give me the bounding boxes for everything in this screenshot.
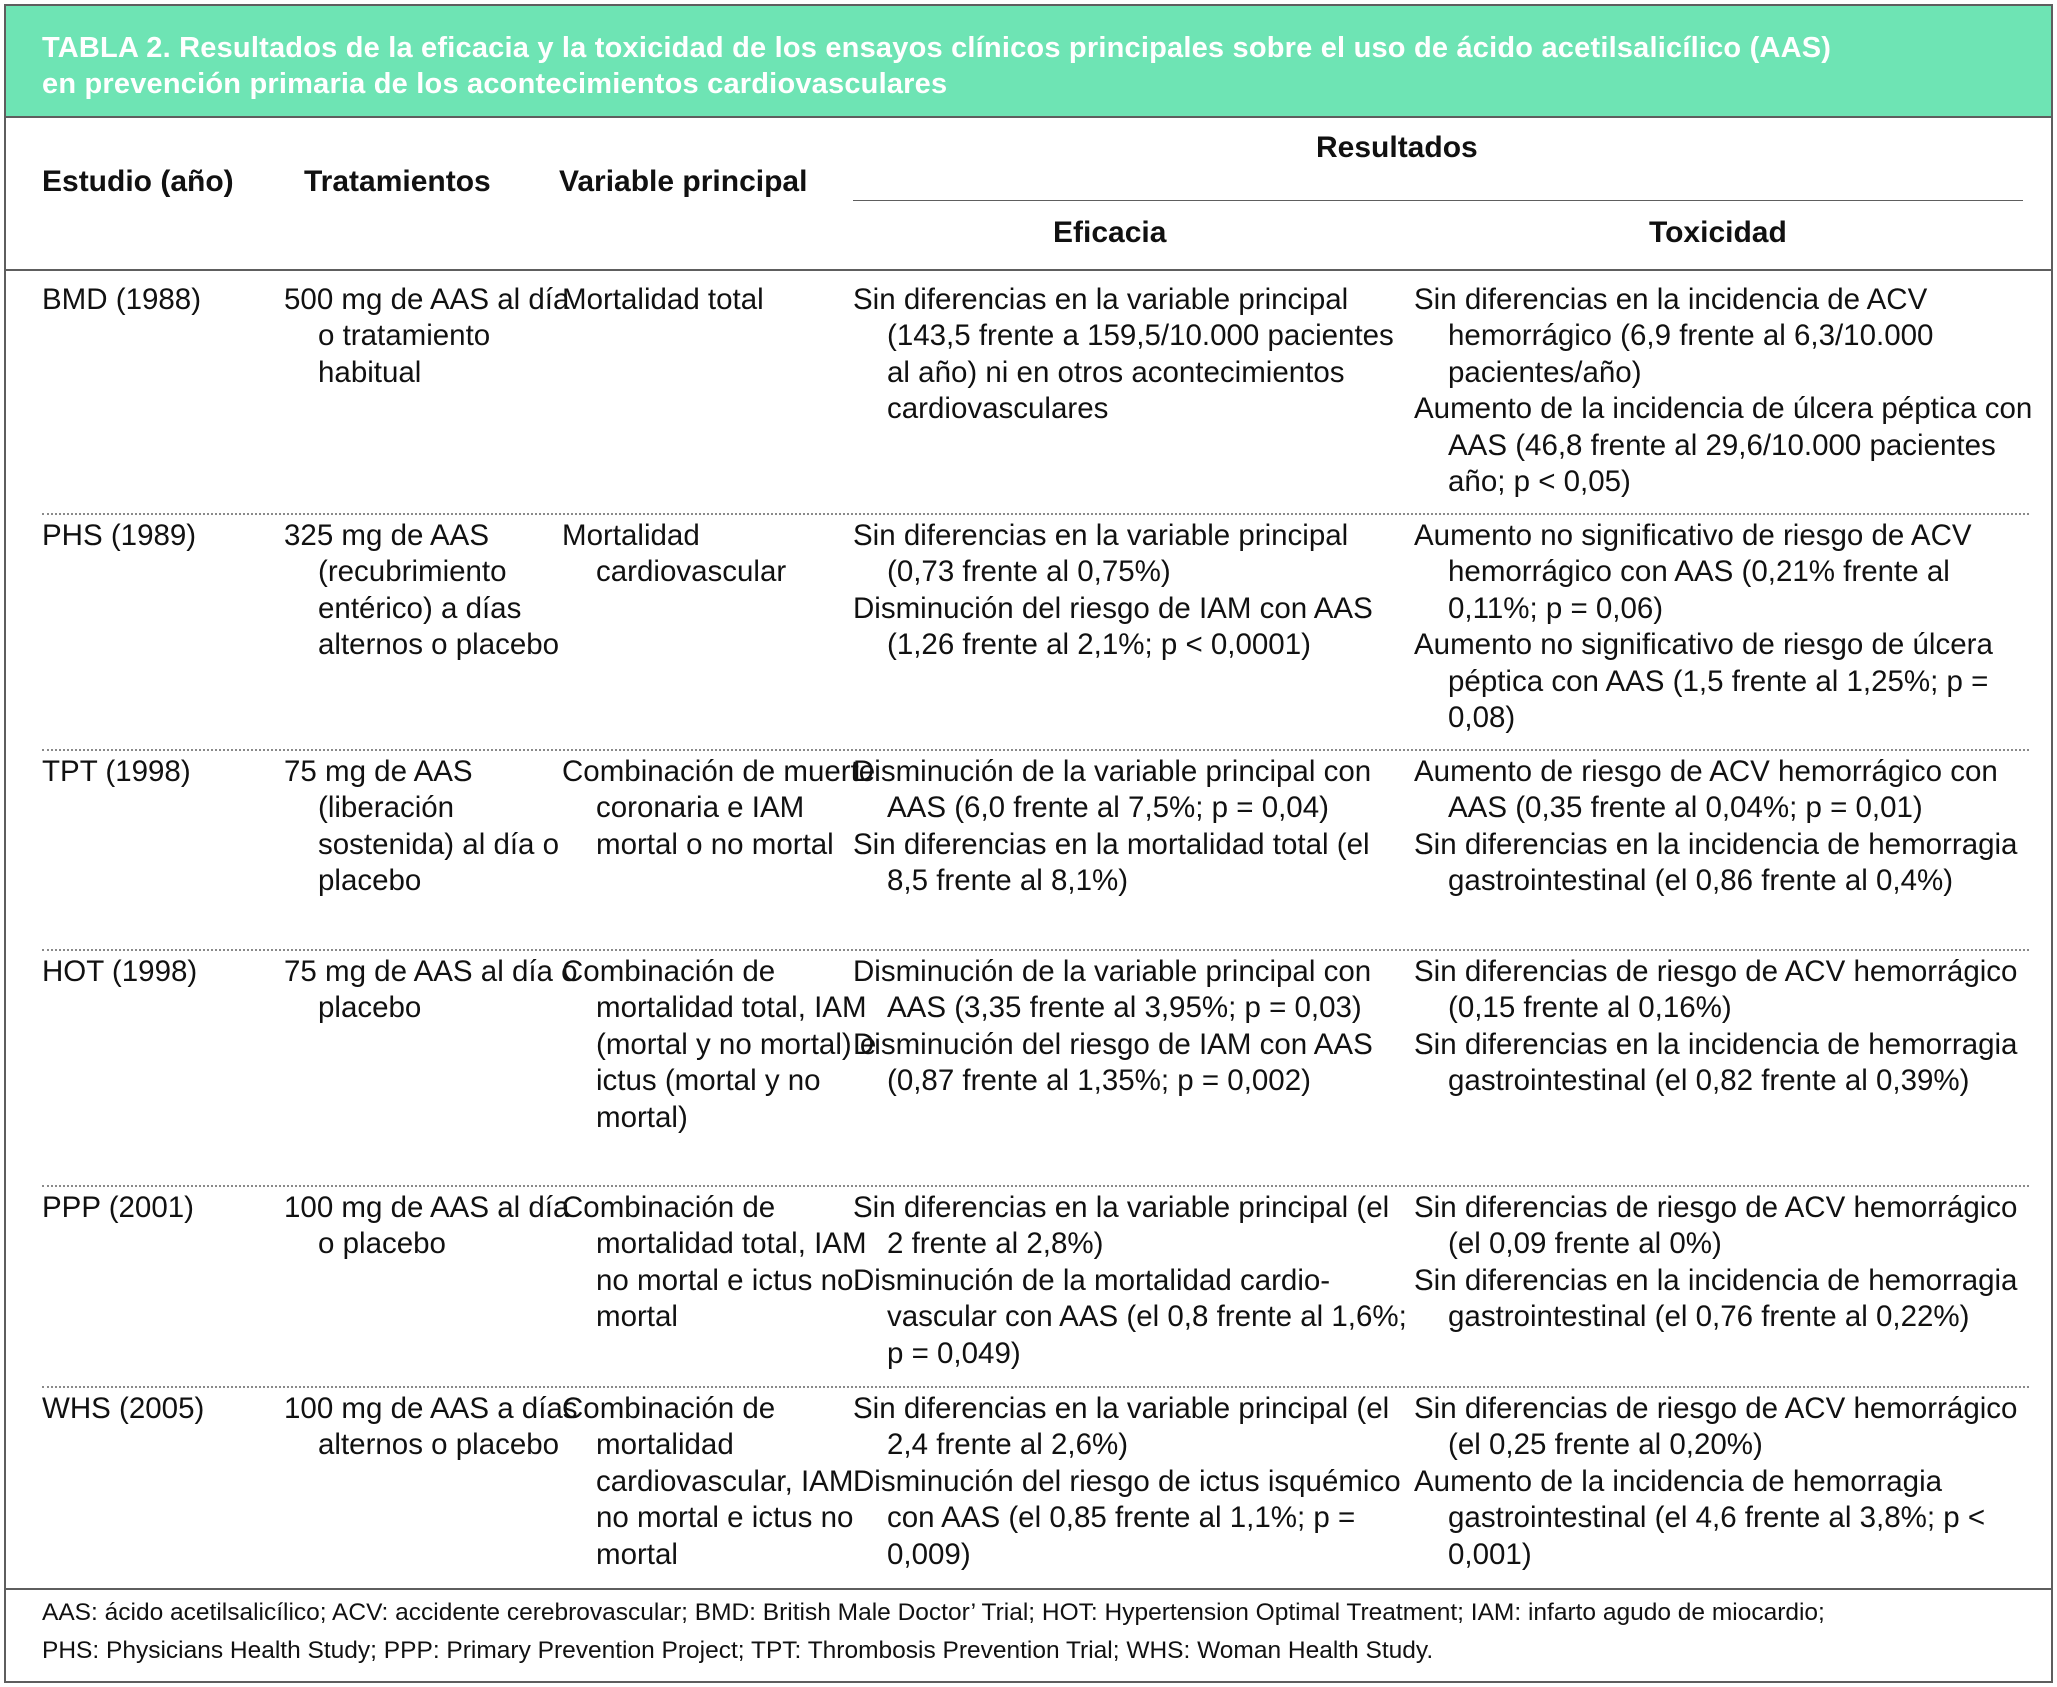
cell-variable: Combinación de mortalidad total, IAM no mortal e ictus no mortal: [562, 1191, 867, 1334]
header-toxicity: Toxicidad: [1649, 216, 1787, 249]
cell-toxicity: [1414, 754, 2034, 900]
cell-study: HOT (1998): [42, 955, 198, 988]
toxicity-item: Aumento de la incidencia de úlcera péptica con AAS (46,8 frente al 29,6/10.000 pacientes año; p < 0,05): [1414, 392, 2033, 499]
toxicity-item: Sin diferencias en la incidencia de hemorragia gastrointestinal (el 0,82 frente al 0,39%): [1414, 1027, 2018, 1098]
results-divider: [853, 200, 2023, 201]
cell-toxicity: [1414, 518, 2034, 736]
cell-study: TPT (1998): [42, 755, 191, 788]
row-divider: [42, 749, 2029, 751]
toxicity-item: Sin diferencias de riesgo de ACV hemorrágico (el 0,25 frente al 0,20%): [1414, 1392, 2018, 1462]
efficacy-item: Disminución del riesgo de IAM con AAS (0,87 frente al 1,35%; p = 0,002): [853, 1027, 1373, 1098]
toxicity-item: Aumento de la incidencia de hemorragia gastrointestinal (el 4,6 frente al 3,8%; p < 0,001): [1414, 1464, 1986, 1571]
table-footnote: [42, 1594, 2032, 1670]
efficacy-item: Sin diferencias en la mortalidad total (el 8,5 frente al 8,1%): [853, 827, 1370, 898]
table-title-line-2: en prevención primaria de los acontecimientos cardiovasculares: [42, 68, 948, 100]
row-divider: [42, 1185, 2029, 1187]
cell-variable: Combinación de mortalidad cardiovascular, IAM no mortal e ictus no mortal: [562, 1392, 854, 1571]
header-study: Estudio (año): [42, 165, 234, 198]
toxicity-item: Aumento no significativo de riesgo de ACV hemorrágico con AAS (0,21% frente al 0,11%; p = 0,06): [1414, 519, 1972, 625]
cell-treatment: 100 mg de AAS al día o placebo: [284, 1191, 570, 1261]
cell-toxicity: [1414, 1190, 2034, 1336]
toxicity-item: Aumento no significativo de riesgo de úlcera péptica con AAS (1,5 frente al 1,25%; p = 0,08): [1414, 628, 1993, 735]
footnote-line-1: AAS: ácido acetilsalicílico; ACV: accidente cerebrovascular; BMD: British Male Doctor’ Trial; HOT: Hypertension Optimal Treatment; IAM: infarto agudo de miocardio;: [42, 1599, 1825, 1626]
table-frame: [4, 4, 2053, 1683]
row-divider: [42, 513, 2029, 515]
cell-variable: Mortalidad cardiovascular: [562, 519, 787, 589]
cell-efficacy: [853, 1391, 1409, 1573]
cell-variable: Combinación de muerte coronaria e IAM mortal o no mortal: [562, 755, 876, 861]
toxicity-item: Sin diferencias en la incidencia de hemorragia gastrointestinal (el 0,86 frente al 0,4%): [1414, 827, 2018, 898]
cell-treatment: 325 mg de AAS (recubrimiento entérico) a días alternos o placebo: [284, 519, 560, 662]
cell-treatment: 75 mg de AAS al día o placebo: [284, 955, 578, 1025]
table-header: [6, 118, 2051, 271]
cell-efficacy: [853, 754, 1409, 900]
cell-study: BMD (1988): [42, 283, 202, 316]
toxicity-item: Aumento de riesgo de ACV hemorrágico con AAS (0,35 frente al 0,04%; p = 0,01): [1414, 755, 1998, 825]
cell-study: WHS (2005): [42, 1392, 205, 1425]
efficacy-item: Sin diferencias en la variable principal (el 2 frente al 2,8%): [853, 1191, 1390, 1261]
cell-toxicity: [1414, 954, 2034, 1100]
cell-treatment: 75 mg de AAS (liberación sostenida) al día o placebo: [284, 755, 560, 898]
efficacy-item: Disminución del riesgo de IAM con AAS (1,26 frente al 2,1%; p < 0,0001): [853, 591, 1373, 662]
efficacy-item: Sin diferencias en la variable principal (0,73 frente al 0,75%): [853, 519, 1349, 589]
header-efficacy: Eficacia: [1053, 216, 1167, 249]
cell-treatment: 500 mg de AAS al día o tratamiento habitual: [284, 283, 570, 389]
table-title-bar: [6, 6, 2051, 118]
efficacy-item: Sin diferencias en la variable principal (143,5 frente a 159,5/10.000 pacientes al año) ni en otros acontecimientos cardiovasculares: [853, 283, 1394, 426]
cell-variable: Mortalidad total: [562, 283, 764, 316]
cell-variable: Combinación de mortalidad total, IAM (mortal y no mortal) e ictus (mortal y no mortal): [562, 955, 877, 1134]
cell-treatment: 100 mg de AAS a días alternos o placebo: [284, 1392, 578, 1462]
toxicity-item: Sin diferencias en la incidencia de ACV hemorrágico (6,9 frente al 6,3/10.000 pacientes/año): [1414, 283, 1934, 389]
header-results: Resultados: [1316, 131, 1478, 164]
cell-efficacy: [853, 1190, 1409, 1372]
header-main-variable: Variable principal: [559, 165, 808, 198]
cell-efficacy: [853, 518, 1409, 664]
toxicity-item: Sin diferencias de riesgo de ACV hemorrágico (el 0,09 frente al 0%): [1414, 1191, 2018, 1261]
efficacy-item: Disminución de la mortalidad cardio-vascular con AAS (el 0,8 frente al 1,6%; p = 0,049): [853, 1263, 1407, 1370]
cell-toxicity: [1414, 282, 2034, 500]
efficacy-item: Disminución de la variable principal con AAS (3,35 frente al 3,95%; p = 0,03): [853, 955, 1372, 1025]
toxicity-item: Sin diferencias de riesgo de ACV hemorrágico (0,15 frente al 0,16%): [1414, 955, 2018, 1025]
cell-study: PPP (2001): [42, 1191, 194, 1224]
row-divider: [42, 1386, 2029, 1388]
table-title-line-1: TABLA 2. Resultados de la eficacia y la toxicidad de los ensayos clínicos principales sobre el uso de ácido acetilsalicílico (AAS): [42, 32, 1832, 64]
row-divider: [42, 949, 2029, 951]
cell-study: PHS (1989): [42, 519, 197, 552]
cell-efficacy: [853, 954, 1409, 1100]
cell-efficacy: [853, 282, 1409, 428]
efficacy-item: Sin diferencias en la variable principal (el 2,4 frente al 2,6%): [853, 1392, 1390, 1462]
efficacy-item: Disminución del riesgo de ictus isquémico con AAS (el 0,85 frente al 1,1%; p = 0,009): [853, 1464, 1401, 1571]
footnote-line-2: PHS: Physicians Health Study; PPP: Primary Prevention Project; TPT: Thrombosis Prevention Trial; WHS: Woman Health Study.: [42, 1637, 1434, 1664]
cell-toxicity: [1414, 1391, 2034, 1573]
footer-divider: [6, 1588, 2051, 1590]
efficacy-item: Disminución de la variable principal con AAS (6,0 frente al 7,5%; p = 0,04): [853, 755, 1372, 825]
header-treatments: Tratamientos: [304, 165, 491, 198]
toxicity-item: Sin diferencias en la incidencia de hemorragia gastrointestinal (el 0,76 frente al 0,22%): [1414, 1263, 2018, 1334]
